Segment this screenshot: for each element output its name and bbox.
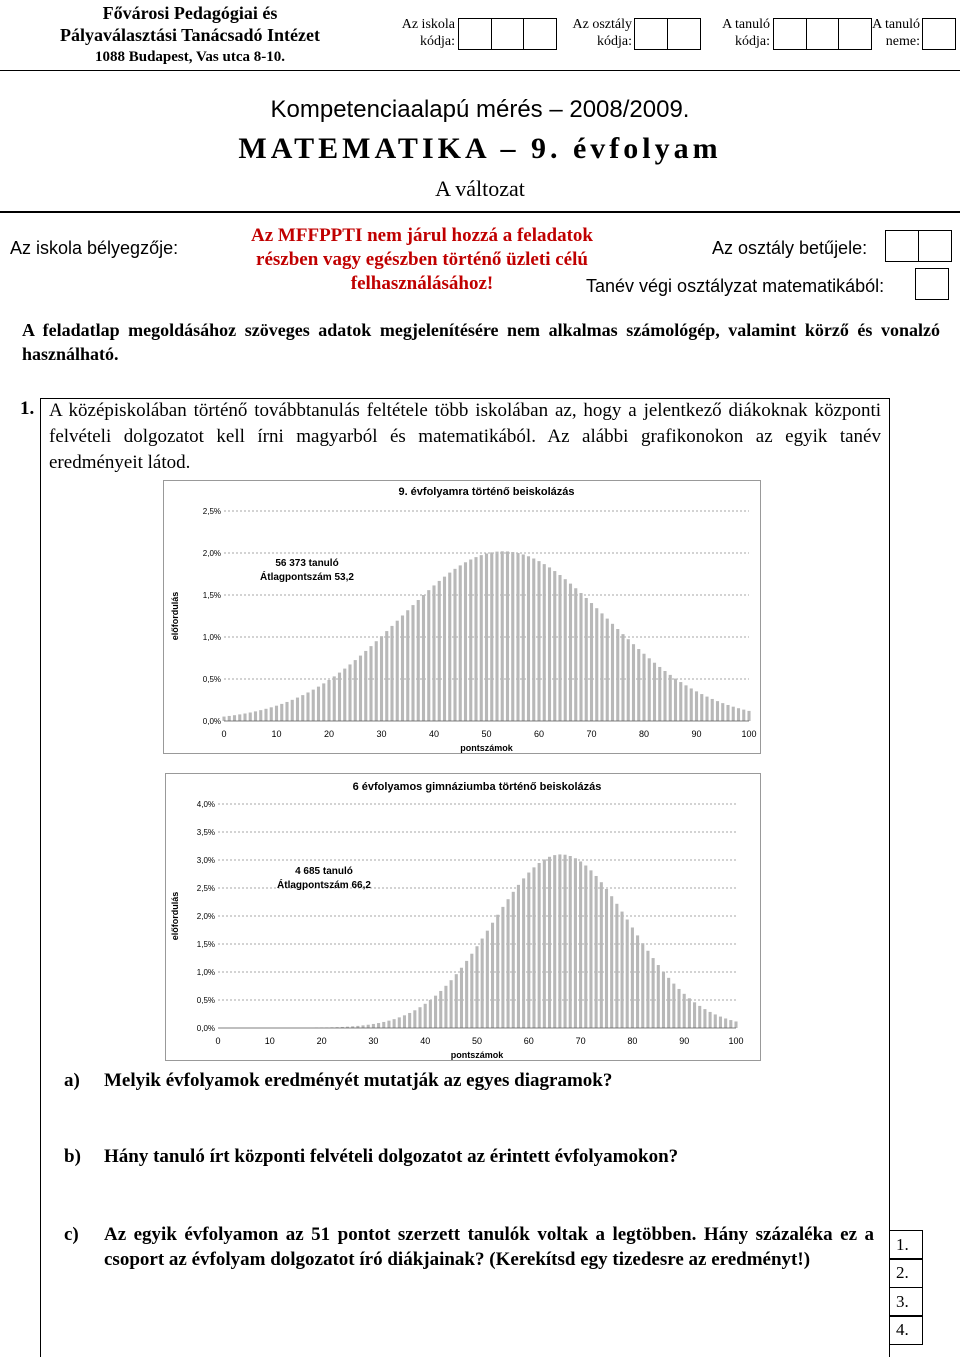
histogram-bar: [636, 935, 639, 1028]
histogram-bar: [348, 664, 351, 721]
histogram-bar: [439, 991, 442, 1028]
histogram-bar: [393, 1019, 396, 1028]
y-tick-label: 0,5%: [203, 675, 221, 684]
histogram-bar: [359, 656, 362, 721]
histogram-bar: [291, 700, 294, 721]
x-tick-label: 100: [741, 729, 756, 739]
histogram-bar: [690, 688, 693, 721]
histogram-bar: [657, 965, 660, 1028]
histogram-bar: [564, 579, 567, 721]
histogram-bar: [432, 585, 435, 721]
histogram-bar: [621, 912, 624, 1028]
histogram-bar: [543, 859, 546, 1028]
histogram-bar: [406, 610, 409, 721]
histogram-bar: [721, 703, 724, 721]
y-tick-label: 1,0%: [203, 633, 221, 642]
x-tick-label: 40: [429, 729, 439, 739]
histogram-bar: [611, 624, 614, 721]
histogram-bar: [516, 553, 519, 721]
histogram-bar: [422, 595, 425, 721]
x-tick-label: 90: [679, 1036, 689, 1046]
histogram-bar: [377, 1023, 380, 1028]
x-tick-label: 70: [586, 729, 596, 739]
x-tick-label: 60: [524, 1036, 534, 1046]
page-title: MATEMATIKA – 9. évfolyam: [0, 132, 960, 166]
school-code-boxes: [458, 18, 556, 50]
histogram-bar: [275, 706, 278, 721]
histogram-bar: [485, 554, 488, 721]
histogram-bar: [677, 989, 680, 1028]
x-axis-label: pontszámok: [451, 1050, 505, 1060]
histogram-bar: [450, 980, 453, 1028]
instructions: A feladatlap megoldásához szöveges adatok megjelenítésére nem alkalmas számológép, valamint körző és vonalzó használható.: [22, 318, 940, 366]
x-axis-label: pontszámok: [460, 743, 514, 753]
histogram-bar: [652, 958, 655, 1028]
histogram-bar: [228, 716, 231, 721]
class-code-label: Az osztály kódja:: [562, 16, 632, 50]
histogram-bar: [243, 713, 246, 721]
x-tick-label: 40: [420, 1036, 430, 1046]
histogram-bar: [658, 667, 661, 721]
histogram-bar: [417, 600, 420, 721]
y-tick-label: 2,5%: [203, 507, 221, 516]
histogram-bar: [403, 1015, 406, 1028]
histogram-bar: [424, 1004, 427, 1028]
histogram-bar: [280, 704, 283, 721]
y-tick-label: 3,5%: [197, 828, 215, 837]
histogram-bar: [642, 654, 645, 721]
histogram-bar: [438, 581, 441, 721]
histogram-bar: [517, 885, 520, 1028]
histogram-bar: [501, 551, 504, 721]
histogram-bar: [459, 565, 462, 721]
histogram-bar: [537, 561, 540, 721]
histogram-bar: [413, 1010, 416, 1028]
subquestion-a-text: Melyik évfolyamok eredményét mutatják az egyes diagramok?: [104, 1068, 612, 1093]
histogram-bar: [700, 694, 703, 721]
histogram-bar: [684, 685, 687, 721]
x-tick-label: 50: [472, 1036, 482, 1046]
histogram-bar: [375, 641, 378, 721]
histogram-bar: [747, 711, 750, 721]
question-number: 1.: [20, 398, 34, 420]
x-tick-label: 80: [639, 729, 649, 739]
histogram-bar: [615, 904, 618, 1028]
histogram-bar: [427, 590, 430, 721]
histogram-bar: [637, 649, 640, 721]
histogram-bar: [398, 1017, 401, 1028]
histogram-bar: [453, 569, 456, 721]
annotation-student-count: 56 373 tanuló: [275, 558, 338, 569]
histogram-bar: [742, 710, 745, 721]
school-code-box-1[interactable]: [458, 18, 492, 50]
x-tick-label: 30: [376, 729, 386, 739]
histogram-bar: [501, 907, 504, 1028]
histogram-bar: [401, 615, 404, 721]
subquestion-c-label: c): [64, 1222, 79, 1247]
histogram-bar: [695, 691, 698, 721]
class-letter-label: Az osztály betűjele:: [712, 238, 867, 259]
histogram-bar: [590, 603, 593, 721]
histogram-bar: [511, 552, 514, 721]
histogram-bar: [726, 705, 729, 721]
y-tick-label: 1,5%: [203, 591, 221, 600]
histogram-bar: [688, 998, 691, 1028]
histogram-bar: [306, 692, 309, 721]
school-code-box-3[interactable]: [523, 18, 557, 50]
histogram-bar: [317, 687, 320, 721]
histogram-bar: [390, 626, 393, 721]
chart-title: 6 évfolyamos gimnáziumba történő beiskolázás: [353, 781, 602, 793]
histogram-bar: [296, 698, 299, 721]
histogram-bar: [333, 676, 336, 721]
class-letter-box-1[interactable]: [885, 230, 919, 262]
subquestion-b: [64, 1144, 864, 1170]
y-tick-label: 0,0%: [197, 1024, 215, 1033]
histogram-bar: [465, 961, 468, 1028]
histogram-bar: [709, 1012, 712, 1028]
grade-label: Tanév végi osztályzat matematikából:: [586, 276, 884, 297]
x-tick-label: 0: [221, 729, 226, 739]
histogram-bar: [543, 564, 546, 721]
histogram-bar: [595, 608, 598, 721]
histogram-bar: [327, 680, 330, 721]
histogram-bar: [429, 1000, 432, 1028]
histogram-bar: [259, 710, 262, 721]
histogram-bar: [585, 598, 588, 721]
histogram-bar: [600, 882, 603, 1028]
histogram-bar: [364, 651, 367, 721]
histogram-bar: [474, 557, 477, 721]
student-gender-box[interactable]: [922, 18, 956, 50]
histogram-bar: [238, 714, 241, 721]
subquestion-a: [64, 1068, 864, 1094]
histogram-bar: [584, 866, 587, 1028]
score-box-3[interactable]: 3.: [889, 1287, 923, 1317]
class-code-boxes: [634, 18, 699, 50]
copyright-notice: Az MFFPPTI nem járul hozzá a feladatok részben vagy egészben történő üzleti célú felhasználásához!: [222, 224, 622, 296]
histogram-bar: [491, 923, 494, 1028]
histogram-bar: [674, 679, 677, 721]
histogram-bar: [522, 878, 525, 1028]
institution-name-line2: Pályaválasztási Tanácsadó Intézet: [20, 24, 360, 46]
histogram-bar: [589, 870, 592, 1028]
subquestion-c: [64, 1222, 874, 1302]
grade-boxes: [915, 268, 948, 300]
annotation-average-score: Átlagpontszám 66,2: [277, 878, 371, 891]
x-tick-label: 10: [271, 729, 281, 739]
histogram-bar: [469, 560, 472, 721]
annotation-student-count: 4 685 tanuló: [295, 866, 353, 877]
histogram-bar: [527, 556, 530, 721]
histogram-bar: [610, 896, 613, 1028]
histogram-bar: [631, 927, 634, 1028]
title-divider: [0, 211, 960, 213]
histogram-bar: [632, 644, 635, 721]
histogram-bar: [512, 892, 515, 1028]
histogram-bar: [354, 660, 357, 721]
student-code-label: A tanuló kódja:: [708, 16, 770, 50]
histogram-bar: [714, 1014, 717, 1028]
histogram-bar: [418, 1007, 421, 1028]
histogram-bar: [683, 994, 686, 1028]
subquestion-c-text: Az egyik évfolyamon az 51 pontot szerzett tanulók voltak a legtöbben. Hány százaléka ez a csoport az évfolyam dolgozatot író diákjainak? (Kerekítsd egy tizedesre az eredményt!): [104, 1222, 874, 1272]
histogram-bar: [475, 946, 478, 1028]
y-tick-label: 2,0%: [197, 912, 215, 921]
school-code-box-2[interactable]: [491, 18, 525, 50]
histogram-bar: [522, 554, 525, 721]
chart-title: 9. évfolyamra történő beiskolázás: [398, 486, 574, 498]
histogram-bar: [486, 931, 489, 1028]
subquestion-b-label: b): [64, 1144, 81, 1169]
histogram-bar: [548, 567, 551, 721]
histogram-bar: [264, 709, 267, 721]
histogram-bar: [490, 552, 493, 721]
class-code-box-1[interactable]: [634, 18, 668, 50]
x-tick-label: 70: [576, 1036, 586, 1046]
histogram-bar: [538, 863, 541, 1028]
histogram-bar: [569, 584, 572, 721]
histogram-bar: [729, 1020, 732, 1028]
class-letter-boxes: [885, 230, 950, 262]
histogram-grade6-gymnasium: [165, 773, 761, 1061]
histogram-bar: [705, 697, 708, 721]
x-tick-label: 20: [324, 729, 334, 739]
histogram-bar: [444, 986, 447, 1028]
histogram-bar: [343, 669, 346, 721]
histogram-bar: [711, 699, 714, 721]
histogram-bar: [553, 855, 556, 1028]
histogram-bar: [641, 943, 644, 1028]
school-code-label: Az iskola kódja:: [395, 16, 455, 50]
histogram-bar: [285, 702, 288, 721]
institution-address: 1088 Budapest, Vas utca 8-10.: [20, 46, 360, 68]
histogram-bar: [249, 712, 252, 721]
student-code-boxes: [773, 18, 871, 50]
x-tick-label: 0: [215, 1036, 220, 1046]
histogram-bar: [579, 593, 582, 721]
histogram-bar: [574, 588, 577, 721]
y-axis-label: előfordulás: [170, 592, 180, 641]
histogram-bar: [606, 619, 609, 721]
histogram-bar: [737, 708, 740, 721]
histogram-bar: [455, 974, 458, 1028]
histogram-bar: [595, 876, 598, 1028]
histogram-bar: [558, 854, 561, 1028]
student-gender-boxes: [922, 18, 955, 50]
histogram-bar: [527, 873, 530, 1028]
histogram-grade9: [163, 480, 761, 754]
score-box-2[interactable]: 2.: [889, 1258, 923, 1288]
histogram-bar: [233, 715, 236, 721]
page-subtitle: Kompetenciaalapú mérés – 2008/2009.: [0, 96, 960, 124]
histogram-bar: [605, 889, 608, 1028]
histogram-bar: [648, 658, 651, 721]
institution-name-line1: Fővárosi Pedagógiai és: [20, 2, 360, 24]
histogram-bar: [616, 629, 619, 721]
histogram-bar: [698, 1006, 701, 1028]
y-tick-label: 1,0%: [197, 968, 215, 977]
stamp-label: Az iskola bélyegzője:: [10, 238, 178, 259]
y-tick-label: 2,5%: [197, 884, 215, 893]
y-axis-label: előfordulás: [170, 892, 180, 941]
x-tick-label: 20: [317, 1036, 327, 1046]
histogram-bar: [480, 555, 483, 721]
histogram-bar: [621, 634, 624, 721]
histogram-bar: [734, 1021, 737, 1028]
histogram-bar: [626, 920, 629, 1028]
histogram-bar: [558, 575, 561, 721]
subquestion-b-text: Hány tanuló írt központi felvételi dolgozatot az érintett évfolyamokon?: [104, 1144, 678, 1169]
histogram-bar: [653, 663, 656, 721]
histogram-bar: [222, 717, 225, 721]
histogram-bar: [411, 605, 414, 721]
histogram-bar: [396, 621, 399, 721]
histogram-bar: [662, 972, 665, 1028]
histogram-bar: [693, 1002, 696, 1028]
histogram-bar: [448, 573, 451, 721]
histogram-bar: [672, 984, 675, 1028]
histogram-bar: [434, 996, 437, 1028]
histogram-bar: [548, 857, 551, 1028]
class-code-box-2[interactable]: [667, 18, 701, 50]
student-code-box-1[interactable]: [773, 18, 807, 50]
x-tick-label: 60: [534, 729, 544, 739]
histogram-bar: [254, 711, 257, 721]
score-boxes: [889, 1231, 923, 1345]
histogram-bar: [481, 939, 484, 1028]
chart-background: [166, 774, 760, 1060]
question-text: A középiskolában történő továbbtanulás feltétele több iskolában az, hogy a jelentkező diákoknak központi felvételi dolgozatot kell írni magyarból és matematikából. Az alábbi grafikonokon az egyik tanév eredményeit látod.: [49, 398, 881, 476]
x-tick-label: 100: [728, 1036, 743, 1046]
histogram-bar: [574, 858, 577, 1028]
variant-label: A változat: [0, 176, 960, 202]
institution-block: [20, 2, 360, 68]
histogram-bar: [553, 571, 556, 721]
x-tick-label: 90: [691, 729, 701, 739]
histogram-bar: [627, 639, 630, 721]
histogram-bar: [470, 954, 473, 1028]
y-tick-label: 1,5%: [197, 940, 215, 949]
histogram-bar: [716, 701, 719, 721]
histogram-bar: [569, 856, 572, 1028]
histogram-bar: [443, 577, 446, 721]
x-tick-label: 80: [627, 1036, 637, 1046]
histogram-bar: [385, 631, 388, 721]
x-tick-label: 50: [481, 729, 491, 739]
histogram-bar: [382, 1022, 385, 1028]
header-divider: [0, 70, 960, 71]
histogram-bar: [507, 899, 510, 1028]
histogram-bar: [663, 671, 666, 721]
histogram-bar: [669, 675, 672, 721]
histogram-bar: [338, 673, 341, 721]
score-box-4[interactable]: 4.: [889, 1315, 923, 1345]
histogram-bar: [408, 1013, 411, 1028]
histogram-bar: [532, 559, 535, 721]
histogram-bar: [506, 551, 509, 721]
histogram-bar: [646, 951, 649, 1028]
y-tick-label: 0,5%: [197, 996, 215, 1005]
class-letter-box-2[interactable]: [918, 230, 952, 262]
histogram-bar: [600, 613, 603, 721]
histogram-bar: [372, 1024, 375, 1028]
histogram-bar: [532, 867, 535, 1028]
histogram-bar: [367, 1025, 370, 1028]
y-tick-label: 0,0%: [203, 717, 221, 726]
histogram-bar: [369, 646, 372, 721]
histogram-bar: [703, 1009, 706, 1028]
histogram-bar: [496, 915, 499, 1028]
histogram-bar: [387, 1021, 390, 1028]
histogram-bar: [732, 707, 735, 721]
histogram-bar: [380, 636, 383, 721]
y-tick-label: 3,0%: [197, 856, 215, 865]
histogram-bar: [579, 861, 582, 1028]
student-gender-label: A tanuló neme:: [858, 16, 920, 50]
subquestion-a-label: a): [64, 1068, 80, 1093]
histogram-bar: [724, 1018, 727, 1028]
histogram-bar: [667, 978, 670, 1028]
student-code-box-2[interactable]: [806, 18, 840, 50]
histogram-bar: [270, 707, 273, 721]
histogram-bar: [564, 855, 567, 1028]
histogram-bar: [312, 690, 315, 721]
histogram-bar: [301, 695, 304, 721]
histogram-bar: [322, 683, 325, 721]
annotation-average-score: Átlagpontszám 53,2: [260, 570, 354, 583]
x-tick-label: 10: [265, 1036, 275, 1046]
score-box-1[interactable]: 1.: [889, 1230, 923, 1260]
histogram-bar: [464, 562, 467, 721]
histogram-bar: [679, 682, 682, 721]
grade-box[interactable]: [915, 268, 949, 300]
x-tick-label: 30: [368, 1036, 378, 1046]
y-tick-label: 4,0%: [197, 800, 215, 809]
histogram-bar: [495, 552, 498, 721]
y-tick-label: 2,0%: [203, 549, 221, 558]
histogram-bar: [719, 1017, 722, 1028]
histogram-bar: [460, 968, 463, 1028]
